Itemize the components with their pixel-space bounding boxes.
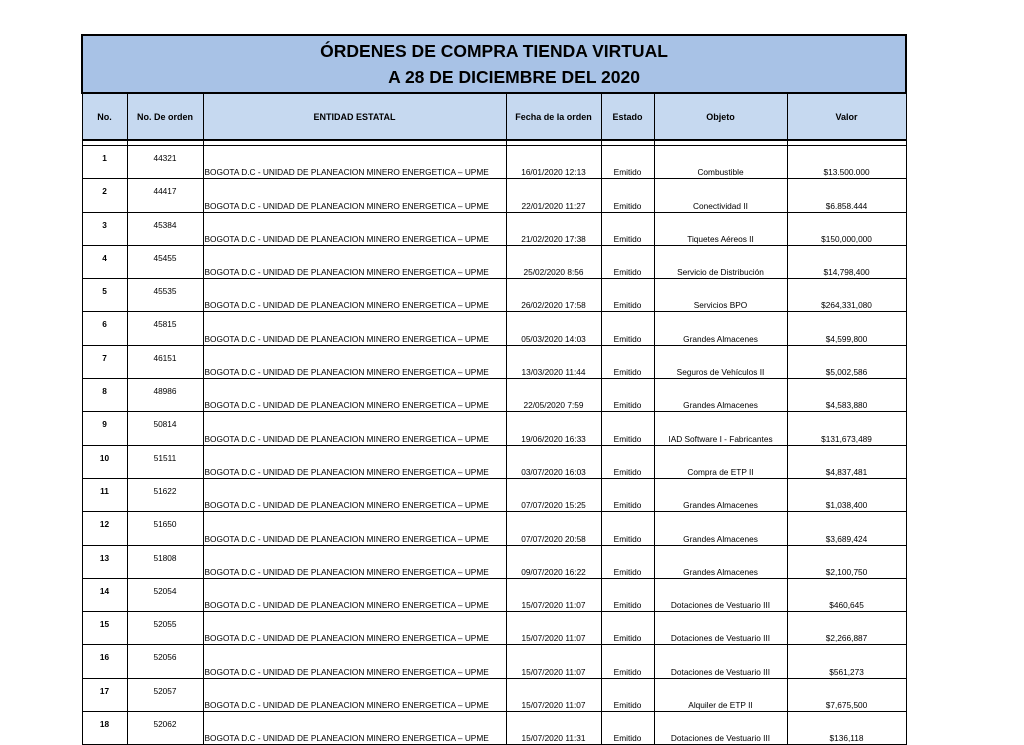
cell-value: $5,002,586 <box>787 345 906 378</box>
cell-value: $150,000,000 <box>787 212 906 245</box>
cell-order-number: 52054 <box>127 578 203 611</box>
cell-status: Emitido <box>601 212 654 245</box>
cell-object: Servicio de Distribución <box>654 245 787 278</box>
cell-status: Emitido <box>601 379 654 412</box>
cell-object: Tiquetes Aéreos II <box>654 212 787 245</box>
cell-date: 15/07/2020 11:31 <box>506 712 601 745</box>
col-header-order: No. De orden <box>127 93 203 140</box>
cell-object: Grandes Almacenes <box>654 512 787 545</box>
cell-entity: BOGOTA D.C - UNIDAD DE PLANEACION MINERO ENERGETICA – UPME <box>203 146 506 179</box>
cell-no: 8 <box>82 379 127 412</box>
cell-entity: BOGOTA D.C - UNIDAD DE PLANEACION MINERO ENERGETICA – UPME <box>203 545 506 578</box>
cell-value: $2,266,887 <box>787 612 906 645</box>
cell-entity: BOGOTA D.C - UNIDAD DE PLANEACION MINERO ENERGETICA – UPME <box>203 478 506 511</box>
cell-object: Dotaciones de Vestuario III <box>654 712 787 745</box>
cell-order-number: 48986 <box>127 379 203 412</box>
cell-value: $136,118 <box>787 712 906 745</box>
cell-entity: BOGOTA D.C - UNIDAD DE PLANEACION MINERO ENERGETICA – UPME <box>203 512 506 545</box>
cell-object: Dotaciones de Vestuario III <box>654 578 787 611</box>
title-line-2: A 28 DE DICIEMBRE DEL 2020 <box>388 67 640 87</box>
table-row <box>82 612 906 645</box>
cell-date: 07/07/2020 15:25 <box>506 478 601 511</box>
cell-date: 15/07/2020 11:07 <box>506 678 601 711</box>
title-line-1: ÓRDENES DE COMPRA TIENDA VIRTUAL <box>320 41 668 61</box>
cell-status: Emitido <box>601 712 654 745</box>
col-header-entity: ENTIDAD ESTATAL <box>203 93 506 140</box>
cell-no: 2 <box>82 179 127 212</box>
cell-date: 15/07/2020 11:07 <box>506 645 601 678</box>
table-row <box>82 645 906 678</box>
cell-order-number: 52057 <box>127 678 203 711</box>
table-row <box>82 578 906 611</box>
cell-entity: BOGOTA D.C - UNIDAD DE PLANEACION MINERO ENERGETICA – UPME <box>203 312 506 345</box>
cell-entity: BOGOTA D.C - UNIDAD DE PLANEACION MINERO ENERGETICA – UPME <box>203 612 506 645</box>
cell-value: $14,798,400 <box>787 245 906 278</box>
cell-status: Emitido <box>601 245 654 278</box>
cell-date: 16/01/2020 12:13 <box>506 146 601 179</box>
cell-value: $2,100,750 <box>787 545 906 578</box>
cell-value: $7,675,500 <box>787 678 906 711</box>
cell-object: Seguros de Vehículos II <box>654 345 787 378</box>
cell-entity: BOGOTA D.C - UNIDAD DE PLANEACION MINERO ENERGETICA – UPME <box>203 179 506 212</box>
cell-value: $4,599,800 <box>787 312 906 345</box>
header-row <box>82 93 906 140</box>
table-row <box>82 179 906 212</box>
cell-order-number: 45535 <box>127 279 203 312</box>
table-row <box>82 312 906 345</box>
cell-status: Emitido <box>601 512 654 545</box>
document-title <box>82 35 906 93</box>
cell-status: Emitido <box>601 645 654 678</box>
cell-status: Emitido <box>601 445 654 478</box>
table-row <box>82 412 906 445</box>
cell-no: 18 <box>82 712 127 745</box>
cell-entity: BOGOTA D.C - UNIDAD DE PLANEACION MINERO ENERGETICA – UPME <box>203 345 506 378</box>
cell-order-number: 45455 <box>127 245 203 278</box>
table-row <box>82 345 906 378</box>
cell-no: 10 <box>82 445 127 478</box>
cell-date: 19/06/2020 16:33 <box>506 412 601 445</box>
cell-value: $4,583,880 <box>787 379 906 412</box>
cell-object: Grandes Almacenes <box>654 379 787 412</box>
cell-date: 15/07/2020 11:07 <box>506 578 601 611</box>
cell-order-number: 45815 <box>127 312 203 345</box>
cell-value: $1,038,400 <box>787 478 906 511</box>
cell-object: Compra de ETP II <box>654 445 787 478</box>
cell-value: $6.858.444 <box>787 179 906 212</box>
cell-no: 15 <box>82 612 127 645</box>
cell-entity: BOGOTA D.C - UNIDAD DE PLANEACION MINERO ENERGETICA – UPME <box>203 678 506 711</box>
cell-entity: BOGOTA D.C - UNIDAD DE PLANEACION MINERO ENERGETICA – UPME <box>203 645 506 678</box>
cell-order-number: 44321 <box>127 146 203 179</box>
cell-entity: BOGOTA D.C - UNIDAD DE PLANEACION MINERO ENERGETICA – UPME <box>203 712 506 745</box>
table-row <box>82 712 906 745</box>
cell-object: Grandes Almacenes <box>654 545 787 578</box>
cell-no: 14 <box>82 578 127 611</box>
table-row <box>82 379 906 412</box>
cell-status: Emitido <box>601 279 654 312</box>
cell-status: Emitido <box>601 678 654 711</box>
cell-object: Grandes Almacenes <box>654 478 787 511</box>
cell-order-number: 45384 <box>127 212 203 245</box>
cell-object: Alquiler de ETP II <box>654 678 787 711</box>
col-header-value: Valor <box>787 93 906 140</box>
orders-table <box>81 34 907 745</box>
table-row <box>82 146 906 179</box>
cell-value: $13.500.000 <box>787 146 906 179</box>
cell-entity: BOGOTA D.C - UNIDAD DE PLANEACION MINERO ENERGETICA – UPME <box>203 445 506 478</box>
cell-order-number: 52055 <box>127 612 203 645</box>
cell-no: 6 <box>82 312 127 345</box>
cell-entity: BOGOTA D.C - UNIDAD DE PLANEACION MINERO ENERGETICA – UPME <box>203 379 506 412</box>
cell-order-number: 51650 <box>127 512 203 545</box>
cell-value: $3,689,424 <box>787 512 906 545</box>
cell-order-number: 44417 <box>127 179 203 212</box>
cell-order-number: 52062 <box>127 712 203 745</box>
cell-no: 4 <box>82 245 127 278</box>
cell-no: 7 <box>82 345 127 378</box>
cell-no: 13 <box>82 545 127 578</box>
cell-no: 12 <box>82 512 127 545</box>
orders-sheet <box>81 34 905 745</box>
cell-object: Dotaciones de Vestuario III <box>654 645 787 678</box>
table-body <box>82 146 906 745</box>
cell-object: Grandes Almacenes <box>654 312 787 345</box>
cell-status: Emitido <box>601 312 654 345</box>
table-row <box>82 512 906 545</box>
cell-no: 3 <box>82 212 127 245</box>
table-row <box>82 678 906 711</box>
cell-value: $561,273 <box>787 645 906 678</box>
cell-status: Emitido <box>601 412 654 445</box>
cell-status: Emitido <box>601 478 654 511</box>
cell-entity: BOGOTA D.C - UNIDAD DE PLANEACION MINERO ENERGETICA – UPME <box>203 578 506 611</box>
col-header-status: Estado <box>601 93 654 140</box>
col-header-object: Objeto <box>654 93 787 140</box>
cell-order-number: 51511 <box>127 445 203 478</box>
cell-entity: BOGOTA D.C - UNIDAD DE PLANEACION MINERO ENERGETICA – UPME <box>203 279 506 312</box>
cell-value: $4,837,481 <box>787 445 906 478</box>
cell-value: $131,673,489 <box>787 412 906 445</box>
table-row <box>82 445 906 478</box>
cell-date: 22/01/2020 11:27 <box>506 179 601 212</box>
table-row <box>82 545 906 578</box>
cell-date: 13/03/2020 11:44 <box>506 345 601 378</box>
cell-no: 11 <box>82 478 127 511</box>
col-header-no: No. <box>82 93 127 140</box>
cell-entity: BOGOTA D.C - UNIDAD DE PLANEACION MINERO ENERGETICA – UPME <box>203 412 506 445</box>
cell-no: 17 <box>82 678 127 711</box>
cell-date: 26/02/2020 17:58 <box>506 279 601 312</box>
cell-status: Emitido <box>601 612 654 645</box>
cell-object: Combustible <box>654 146 787 179</box>
cell-date: 21/02/2020 17:38 <box>506 212 601 245</box>
cell-date: 25/02/2020 8:56 <box>506 245 601 278</box>
cell-date: 15/07/2020 11:07 <box>506 612 601 645</box>
table-row <box>82 245 906 278</box>
cell-object: Servicios BPO <box>654 279 787 312</box>
cell-status: Emitido <box>601 545 654 578</box>
cell-date: 05/03/2020 14:03 <box>506 312 601 345</box>
cell-date: 09/07/2020 16:22 <box>506 545 601 578</box>
col-header-date: Fecha de la orden <box>506 93 601 140</box>
cell-order-number: 50814 <box>127 412 203 445</box>
cell-order-number: 51808 <box>127 545 203 578</box>
table-row <box>82 478 906 511</box>
cell-object: IAD Software I - Fabricantes <box>654 412 787 445</box>
cell-status: Emitido <box>601 345 654 378</box>
cell-no: 16 <box>82 645 127 678</box>
cell-object: Dotaciones de Vestuario III <box>654 612 787 645</box>
cell-status: Emitido <box>601 179 654 212</box>
cell-order-number: 46151 <box>127 345 203 378</box>
cell-date: 22/05/2020 7:59 <box>506 379 601 412</box>
cell-value: $264,331,080 <box>787 279 906 312</box>
cell-no: 9 <box>82 412 127 445</box>
cell-status: Emitido <box>601 146 654 179</box>
cell-value: $460,645 <box>787 578 906 611</box>
cell-no: 1 <box>82 146 127 179</box>
cell-date: 07/07/2020 20:58 <box>506 512 601 545</box>
cell-status: Emitido <box>601 578 654 611</box>
cell-no: 5 <box>82 279 127 312</box>
cell-order-number: 52056 <box>127 645 203 678</box>
cell-date: 03/07/2020 16:03 <box>506 445 601 478</box>
cell-entity: BOGOTA D.C - UNIDAD DE PLANEACION MINERO ENERGETICA – UPME <box>203 212 506 245</box>
table-row <box>82 279 906 312</box>
cell-entity: BOGOTA D.C - UNIDAD DE PLANEACION MINERO ENERGETICA – UPME <box>203 245 506 278</box>
cell-object: Conectividad II <box>654 179 787 212</box>
cell-order-number: 51622 <box>127 478 203 511</box>
table-row <box>82 212 906 245</box>
